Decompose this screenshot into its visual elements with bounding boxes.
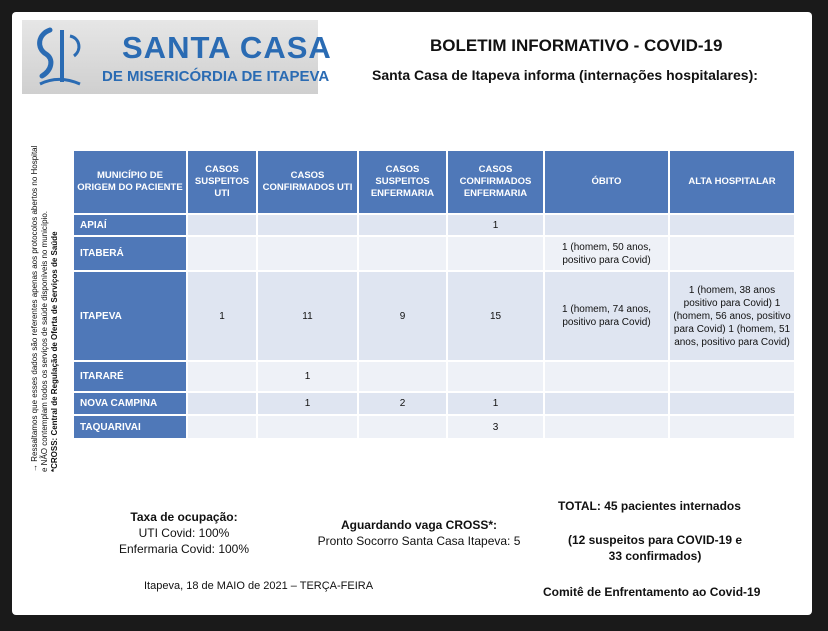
hospitalization-table (72, 149, 796, 440)
cell-susp-uti (188, 393, 256, 414)
cell-municipio: TAQUARIVAI (74, 416, 186, 438)
cell-conf-enf: 15 (448, 272, 543, 360)
cell-conf-uti (258, 215, 357, 235)
cell-susp-uti (188, 215, 256, 235)
cell-conf-uti: 1 (258, 362, 357, 391)
total-breakdown-line-2: 33 confirmados) (608, 549, 702, 563)
col-municipio: MUNICÍPIO DE ORIGEM DO PACIENTE (74, 151, 186, 213)
logo-title: SANTA CASA (122, 30, 332, 65)
committee-name: Comitê de Enfrentamento ao Covid-19 (543, 585, 761, 599)
occupancy-enfermaria: Enfermaria Covid: 100% (118, 542, 250, 556)
cell-susp-uti (188, 237, 256, 270)
table-row (74, 272, 794, 360)
cell-alta (670, 416, 794, 438)
cell-municipio: ITAPEVA (74, 272, 186, 360)
cell-conf-enf: 1 (448, 215, 543, 235)
cell-alta (670, 393, 794, 414)
disclaimer-line-2: e NÃO contemplam todos os serviços de saúde disponíveis no município. (40, 210, 49, 472)
cell-conf-uti: 1 (258, 393, 357, 414)
table-header-row (74, 151, 794, 213)
cell-conf-enf: 3 (448, 416, 543, 438)
cell-obito (545, 393, 668, 414)
cell-obito (545, 416, 668, 438)
table-row (74, 393, 794, 414)
table-row (74, 215, 794, 235)
cell-conf-enf (448, 362, 543, 391)
cell-susp-enf (359, 416, 446, 438)
total-breakdown-line-1: (12 suspeitos para COVID-19 e (567, 533, 743, 547)
col-suspeitos-enfermaria: CASOS SUSPEITOS ENFERMARIA (359, 151, 446, 213)
cell-susp-enf: 2 (359, 393, 446, 414)
waiting-cross (274, 517, 564, 549)
cell-obito: 1 (homem, 50 anos, positivo para Covid) (545, 237, 668, 270)
cell-municipio: APIAÍ (74, 215, 186, 235)
cell-susp-enf (359, 215, 446, 235)
cell-conf-enf: 1 (448, 393, 543, 414)
cell-alta: 1 (homem, 38 anos positivo para Covid) 1 (homem, 56 anos, positivo para Covid) 1 (homem, 51 anos, positivo para Covid) (670, 272, 794, 360)
cell-susp-enf: 9 (359, 272, 446, 360)
occupancy-rate (90, 509, 278, 557)
waiting-title: Aguardando vaga CROSS*: (340, 518, 498, 532)
cell-alta (670, 362, 794, 391)
table-row (74, 362, 794, 391)
table-row (74, 237, 794, 270)
cell-conf-enf (448, 237, 543, 270)
cell-alta (670, 215, 794, 235)
total-breakdown (560, 532, 750, 564)
cell-obito (545, 362, 668, 391)
santa-casa-logo (22, 20, 332, 94)
col-confirmados-enfermaria: CASOS CONFIRMADOS ENFERMARIA (448, 151, 543, 213)
cell-alta (670, 237, 794, 270)
cell-obito (545, 215, 668, 235)
cell-susp-uti (188, 362, 256, 391)
bulletin-page (12, 12, 812, 615)
side-disclaimer (30, 142, 60, 472)
cell-conf-uti: 11 (258, 272, 357, 360)
cell-conf-uti (258, 416, 357, 438)
logo-subtitle: DE MISERICÓRDIA DE ITAPEVA (102, 68, 330, 85)
occupancy-title: Taxa de ocupação: (130, 510, 238, 524)
page-title: BOLETIM INFORMATIVO - COVID-19 (430, 36, 723, 55)
col-suspeitos-uti: CASOS SUSPEITOS UTI (188, 151, 256, 213)
col-alta-hospitalar: ALTA HOSPITALAR (670, 151, 794, 213)
cell-municipio: NOVA CAMPINA (74, 393, 186, 414)
cell-municipio: ITARARÉ (74, 362, 186, 391)
cell-obito: 1 (homem, 74 anos, positivo para Covid) (545, 272, 668, 360)
santa-casa-emblem-icon (32, 26, 88, 88)
waiting-value: Pronto Socorro Santa Casa Itapeva: 5 (317, 534, 521, 548)
cross-definition: *CROSS: Central de Regulação de Oferta de Serviços de Saúde (50, 231, 59, 472)
cell-conf-uti (258, 237, 357, 270)
cell-municipio: ITABERÁ (74, 237, 186, 270)
cell-susp-enf (359, 237, 446, 270)
disclaimer-line-1: → Ressaltamos que esses dados são referentes apenas aos protocolos abertos no Hospital (30, 145, 39, 472)
cell-susp-uti (188, 416, 256, 438)
table-row (74, 416, 794, 438)
cell-susp-enf (359, 362, 446, 391)
occupancy-uti: UTI Covid: 100% (138, 526, 230, 540)
col-obito: ÓBITO (545, 151, 668, 213)
bulletin-date: Itapeva, 18 de MAIO de 2021 – TERÇA-FEIRA (144, 580, 374, 592)
page-subtitle: Santa Casa de Itapeva informa (internações hospitalares): (372, 67, 758, 83)
col-confirmados-uti: CASOS CONFIRMADOS UTI (258, 151, 357, 213)
total-patients: TOTAL: 45 pacientes internados (558, 499, 741, 513)
cell-susp-uti: 1 (188, 272, 256, 360)
